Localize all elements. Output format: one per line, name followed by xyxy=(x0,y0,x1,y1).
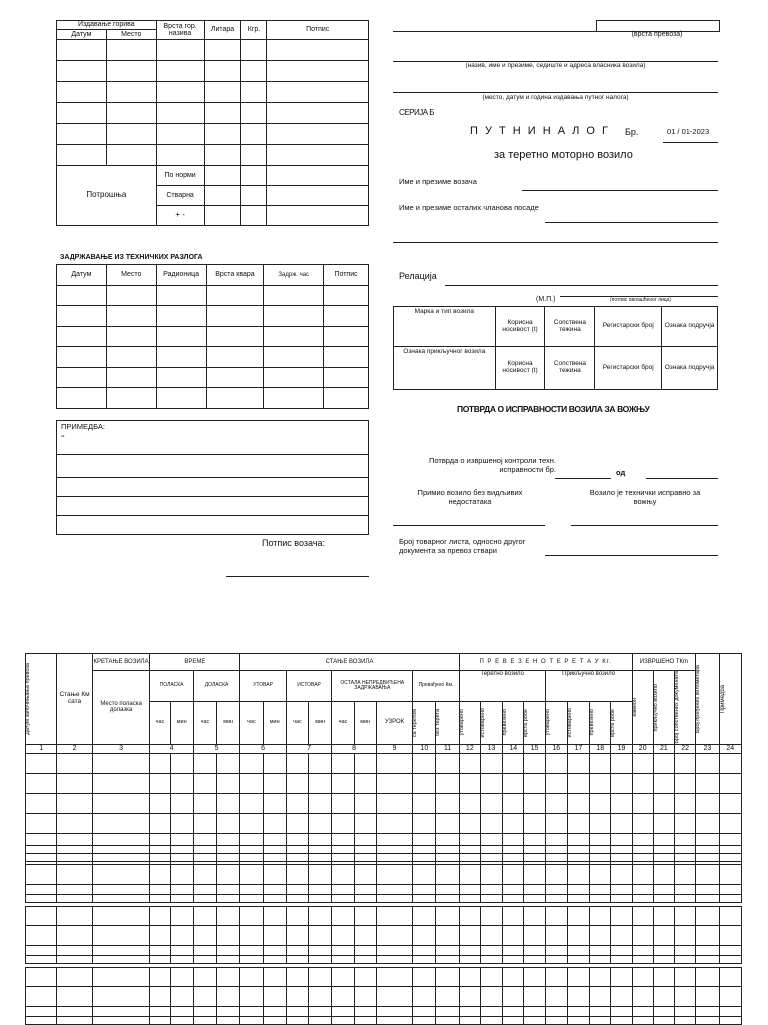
delay-hours-header: Задрж. час xyxy=(264,265,324,286)
remark-dash: - xyxy=(61,429,65,442)
with-cargo-header: са теретом xyxy=(412,708,419,737)
dep-min: мин xyxy=(170,701,193,744)
tv-goods-type: врста робе xyxy=(610,708,617,737)
od-label: од xyxy=(616,468,626,477)
document-title: П У Т Н И Н А Л О Г xyxy=(470,125,610,137)
col-number: 6 xyxy=(240,744,287,753)
table-row xyxy=(26,946,742,956)
col-number: 7 xyxy=(286,744,331,753)
col-number: 9 xyxy=(376,744,412,753)
unload-min: мин xyxy=(309,701,332,744)
confirmation-title: ПОТВРДА О ИСПРАВНОСТИ ВОЗИЛА ЗА ВОЖЊУ xyxy=(457,404,650,414)
fuel-type-header: Врста гор. назива xyxy=(156,21,204,40)
passed-km-header: Број пређених километара xyxy=(695,664,702,733)
col-number: 23 xyxy=(696,744,719,753)
driver-signature-label: Потпис возача: xyxy=(262,538,326,548)
col-number: 8 xyxy=(332,744,376,753)
unload-hour: час xyxy=(286,701,308,744)
cargo-vehicle-header: Теретно возило xyxy=(459,671,545,702)
col-number: 15 xyxy=(524,744,545,753)
table-row xyxy=(26,753,742,773)
col-number: 12 xyxy=(459,744,480,753)
without-cargo-header: без терета xyxy=(435,709,442,737)
table-row xyxy=(26,1017,742,1025)
col-number: 2 xyxy=(57,744,92,753)
vehicle-table xyxy=(393,306,718,390)
crew-names-label: Име и презиме осталих чланова посаде xyxy=(399,203,539,212)
table-row xyxy=(26,1007,742,1017)
performed-tkm-header: ИЗВРШЕНО ТКm xyxy=(632,654,696,671)
consumption-label: Потрошња xyxy=(57,166,157,226)
col-number: 1 xyxy=(26,744,57,753)
number-value: 01 / 01-2023 xyxy=(667,127,710,136)
loading-header: УТОВАР xyxy=(240,671,287,702)
col-number: 16 xyxy=(545,744,567,753)
cv-loaded: утоварено xyxy=(458,709,465,736)
tow-vehicle-header: камион xyxy=(631,698,638,717)
col-number: 22 xyxy=(675,744,696,753)
by-norm-label: По норми xyxy=(156,166,204,186)
col-number: 24 xyxy=(719,744,741,753)
tv-loaded: утоварено xyxy=(544,709,551,736)
number-label: Бр. xyxy=(625,127,639,137)
arr-min: мин xyxy=(217,701,240,744)
delay-place-header: Место xyxy=(106,265,156,286)
trip-log-block xyxy=(25,967,742,1025)
km-traveled-header: Превађено Км. xyxy=(413,671,460,702)
movement-header: КРЕТАЊЕ ВОЗИЛА xyxy=(92,654,150,671)
trailer-reg-no-label: Регистарски број xyxy=(595,347,662,390)
col-number: 3 xyxy=(92,744,150,753)
kg-header: Кгр. xyxy=(241,21,267,40)
km-state-header: Стање Км сата xyxy=(57,654,92,745)
table-row xyxy=(26,926,742,946)
relation-label: Релација xyxy=(399,271,437,281)
arrival-header: ДОЛАСКА xyxy=(193,671,240,702)
table-row xyxy=(26,968,742,987)
dest-place-header: Место поласка долазка xyxy=(92,671,150,745)
fuel-table xyxy=(56,20,369,226)
fault-type-header: Врста квара xyxy=(206,265,264,286)
mp-label: (М.П.) xyxy=(536,296,556,303)
tv-unloaded: истоварено xyxy=(566,707,573,738)
waybill-text: Број товарног листа, односно другог документа за превоз ствари xyxy=(399,537,526,555)
control-text: Потврда о извршеној контроли техн. исправности бр. xyxy=(428,456,556,474)
arr-hour: час xyxy=(193,701,216,744)
document-subtitle: за теретно моторно возило xyxy=(494,149,633,161)
col-number: 11 xyxy=(436,744,459,753)
branch-mark-label: Ознака подручја xyxy=(662,307,718,347)
delay-title: ЗАДРЖАВАЊЕ ИЗ ТЕХНИЧКИХ РАЗЛОГА xyxy=(60,254,203,261)
trip-log-block xyxy=(25,845,742,903)
other-delays-header: ОСТАЛА НЕПРЕДВИЂЕНА ЗАДРЖАВАЊА xyxy=(332,671,413,702)
driver-name-label: Име и презиме возача xyxy=(399,177,477,186)
place-header: Место xyxy=(106,30,156,40)
owner-caption: (назив, име и презиме, седиште и адреса власника возила) xyxy=(465,62,646,69)
cv-unloaded: истоварено xyxy=(479,707,486,738)
table-row xyxy=(26,987,742,1007)
received-text: Примио возило без видљивих недостатака xyxy=(417,488,523,506)
start-date-header: Датум започињања превоза xyxy=(25,662,31,735)
tv-transshipped: превезено xyxy=(589,709,596,736)
col-number: 21 xyxy=(653,744,674,753)
transported-header: П Р Е В Е З Е Н О Т Е Р Е Т А У Кг. xyxy=(459,654,632,671)
delay-signature-header: Потпис xyxy=(324,265,369,286)
dep-hour: час xyxy=(150,701,170,744)
col-number: 17 xyxy=(567,744,589,753)
table-row xyxy=(26,885,742,895)
table-row xyxy=(26,956,742,964)
driver-signature-line xyxy=(226,576,369,577)
cause-header: УЗРОК xyxy=(376,701,412,744)
payload-label: Корисна носивост (t) xyxy=(495,307,545,347)
vehicle-make-label: Марка и тип возила xyxy=(394,307,496,347)
col-number: 10 xyxy=(413,744,436,753)
table-row xyxy=(26,907,742,926)
plus-minus-label: + - xyxy=(156,206,204,226)
time-header: ВРЕМЕ xyxy=(150,654,240,671)
trailer-own-weight-label: Сопствена тежина xyxy=(545,347,595,390)
vehicle-state-header: СТАЊЕ ВОЗИЛА xyxy=(240,654,459,671)
authorized-signature-label: (потпис овлашћеног лица) xyxy=(610,297,672,303)
table-row xyxy=(26,895,742,903)
departure-header: ПОЛАСКА xyxy=(150,671,193,702)
load-hour: час xyxy=(240,701,263,744)
delay-date-header: Датум xyxy=(57,265,107,286)
trailer-vehicle-header: Прикључно возило xyxy=(545,671,632,702)
trailer-mark-label: Ознака прикључног возила xyxy=(394,347,496,390)
table-row xyxy=(26,793,742,813)
reg-no-label: Регистарски број xyxy=(595,307,662,347)
table-row xyxy=(26,773,742,793)
issue-caption: (место, датум и година издавања путног налога) xyxy=(482,94,629,101)
table-row xyxy=(26,846,742,865)
col-number: 13 xyxy=(480,744,502,753)
col-number: 18 xyxy=(590,744,611,753)
remark-label: ПРИМЕДБА: xyxy=(61,422,105,431)
cv-transshipped: превезено xyxy=(502,709,509,736)
delay-hour: час xyxy=(332,701,354,744)
own-weight-label: Сопствена тежина xyxy=(545,307,595,347)
actual-label: Стварна xyxy=(156,186,204,206)
col-number: 19 xyxy=(611,744,632,753)
table-row xyxy=(26,865,742,885)
trailer-branch-mark-label: Ознака подручја xyxy=(662,347,718,390)
fuel-issuance-header: Издавање горива xyxy=(57,21,157,30)
remark-box xyxy=(56,420,369,535)
col-number: 5 xyxy=(193,744,240,753)
load-min: мин xyxy=(263,701,286,744)
signature-header: Потпис xyxy=(267,21,369,40)
table-row xyxy=(26,813,742,833)
trip-log-table xyxy=(25,653,742,862)
col-number: 20 xyxy=(632,744,653,753)
date-header: Датум xyxy=(57,30,107,40)
trailer-tkm-header: прикључно возило xyxy=(652,683,659,732)
remark-col-header: Примедба xyxy=(719,684,726,714)
delay-min: мин xyxy=(354,701,376,744)
series-label: СЕРИЈА Б xyxy=(399,108,435,117)
col-number: 14 xyxy=(503,744,524,753)
accompanying-docs-header: Број сопствених докумената xyxy=(674,671,681,744)
col-number: 4 xyxy=(150,744,193,753)
technically-ok-text: Возило је технички исправно за вожњу xyxy=(589,488,701,506)
trailer-payload-label: Корисна носивост (t) xyxy=(495,347,545,390)
cv-goods-type: врста робе xyxy=(523,708,530,737)
trip-log-block xyxy=(25,906,742,964)
workshop-header: Радионица xyxy=(156,265,206,286)
unloading-header: ИСТОВАР xyxy=(286,671,331,702)
transport-type-caption: (врста превоза) xyxy=(631,31,683,38)
delay-table xyxy=(56,264,369,409)
liters-header: Литара xyxy=(204,21,241,40)
